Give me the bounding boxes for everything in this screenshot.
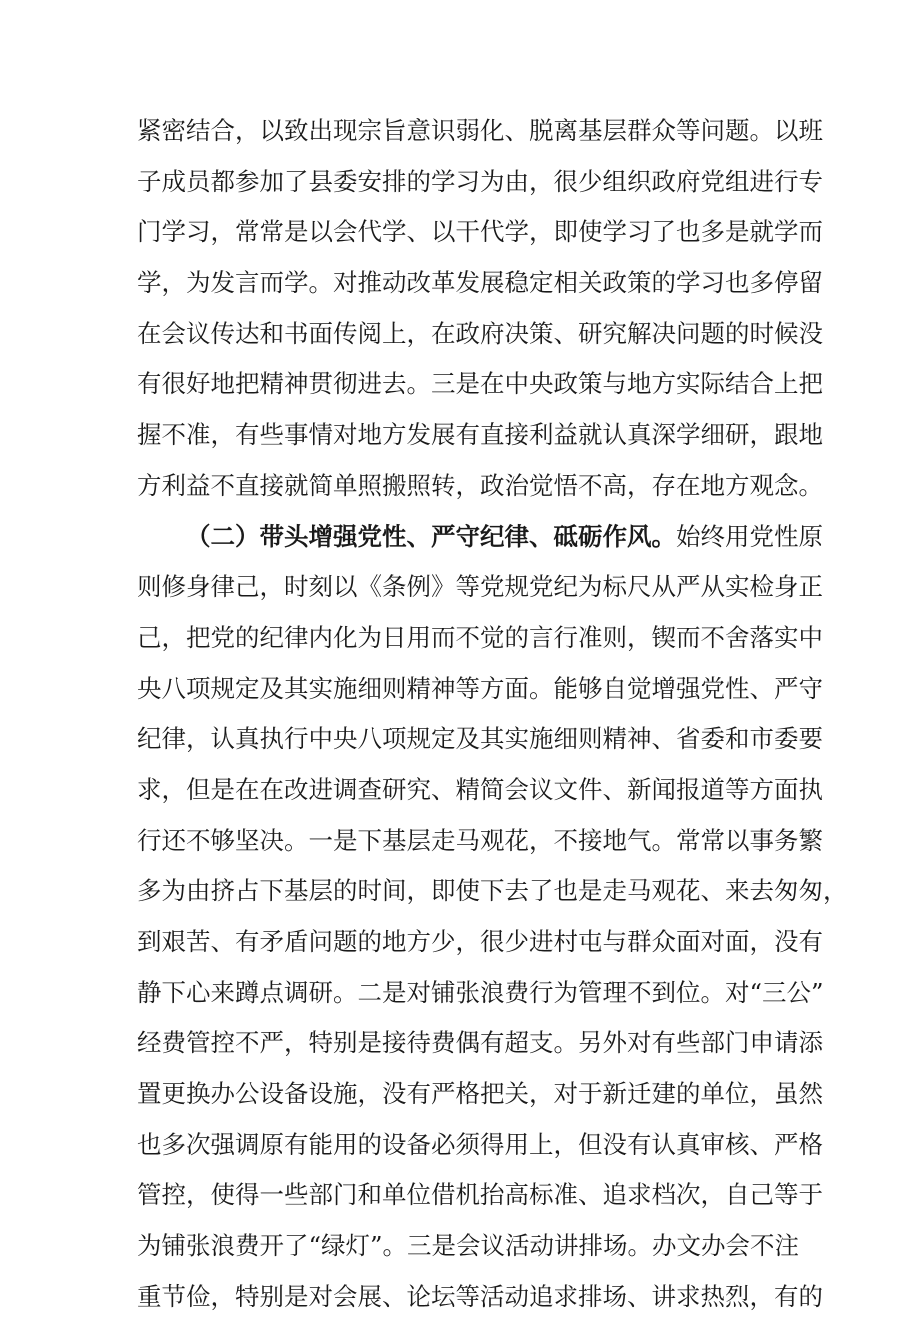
text-line: 学，为发言而学。对推动改革发展稳定相关政策的学习也多停留 — [137, 268, 823, 298]
text-line: 经费管控不严，特别是接待费偶有超支。另外对有些部门申请添 — [137, 1028, 823, 1058]
text-line: 纪律，认真执行中央八项规定及其实施细则精神、省委和市委要 — [137, 724, 823, 754]
text-line: 紧密结合，以致出现宗旨意识弱化、脱离基层群众等问题。以班 — [137, 116, 823, 145]
text-line: 到艰苦、有矛盾问题的地方少，很少进村屯与群众面对面，没有 — [137, 927, 823, 956]
text-line: 门学习，常常是以会代学、以干代学，即使学习了也多是就学而 — [137, 217, 823, 247]
section-heading: （二）带头增强党性、严守纪律、砥砺作风。 — [186, 521, 676, 551]
text-line: 方利益不直接就简单照搬照转，政治觉悟不高，存在地方观念。 — [137, 470, 823, 500]
text-line: 有很好地把精神贯彻进去。三是在中央政策与地方实际结合上把 — [137, 369, 823, 399]
text-line: 则修身律己，时刻以《条例》等党规党纪为标尺从严从实检身正 — [137, 572, 823, 602]
text-line: 管控，使得一些部门和单位借机抬高标准、追求档次，自己等于 — [137, 1180, 823, 1210]
paragraph-2 — [137, 512, 848, 1323]
text-line: 握不准，有些事情对地方发展有直接利益就认真深学细研，跟地 — [137, 420, 823, 450]
text-line: 己，把党的纪律内化为日用而不觉的言行准则，锲而不舍落实中 — [137, 622, 823, 652]
text-line: 求，但是在在改进调查研究、精简会议文件、新闻报道等方面执 — [137, 774, 823, 804]
section-heading-line — [137, 512, 823, 563]
text-line: 在会议传达和书面传阅上，在政府决策、研究解决问题的时候没 — [137, 318, 823, 348]
paragraph-1 — [137, 106, 823, 512]
text-line: 央八项规定及其实施细则精神等方面。能够自觉增强党性、严守 — [137, 673, 823, 703]
text-line: 行还不够坚决。一是下基层走马观花，不接地气。常常以事务繁 — [137, 825, 823, 855]
document-body — [137, 106, 848, 1323]
text-line: 重节俭，特别是对会展、论坛等活动追求排场、讲求热烈，有的 — [137, 1281, 823, 1311]
text-line: 多为由挤占下基层的时间，即使下去了也是走马观花、来去匆匆， — [137, 876, 848, 906]
text-line: 置更换办公设备设施，没有严格把关，对于新迁建的单位，虽然 — [137, 1079, 823, 1109]
text-line: 子成员都参加了县委安排的学习为由，很少组织政府党组进行专 — [137, 166, 823, 196]
text-line: 为铺张浪费开了“绿灯”。三是会议活动讲排场。办文办会不注 — [137, 1231, 800, 1261]
heading-line-rest: 始终用党性原 — [676, 521, 823, 551]
text-line: 也多次强调原有能用的设备必须得用上，但没有认真审核、严格 — [137, 1129, 823, 1159]
text-line: 静下心来蹲点调研。二是对铺张浪费行为管理不到位。对“三公” — [137, 977, 824, 1007]
